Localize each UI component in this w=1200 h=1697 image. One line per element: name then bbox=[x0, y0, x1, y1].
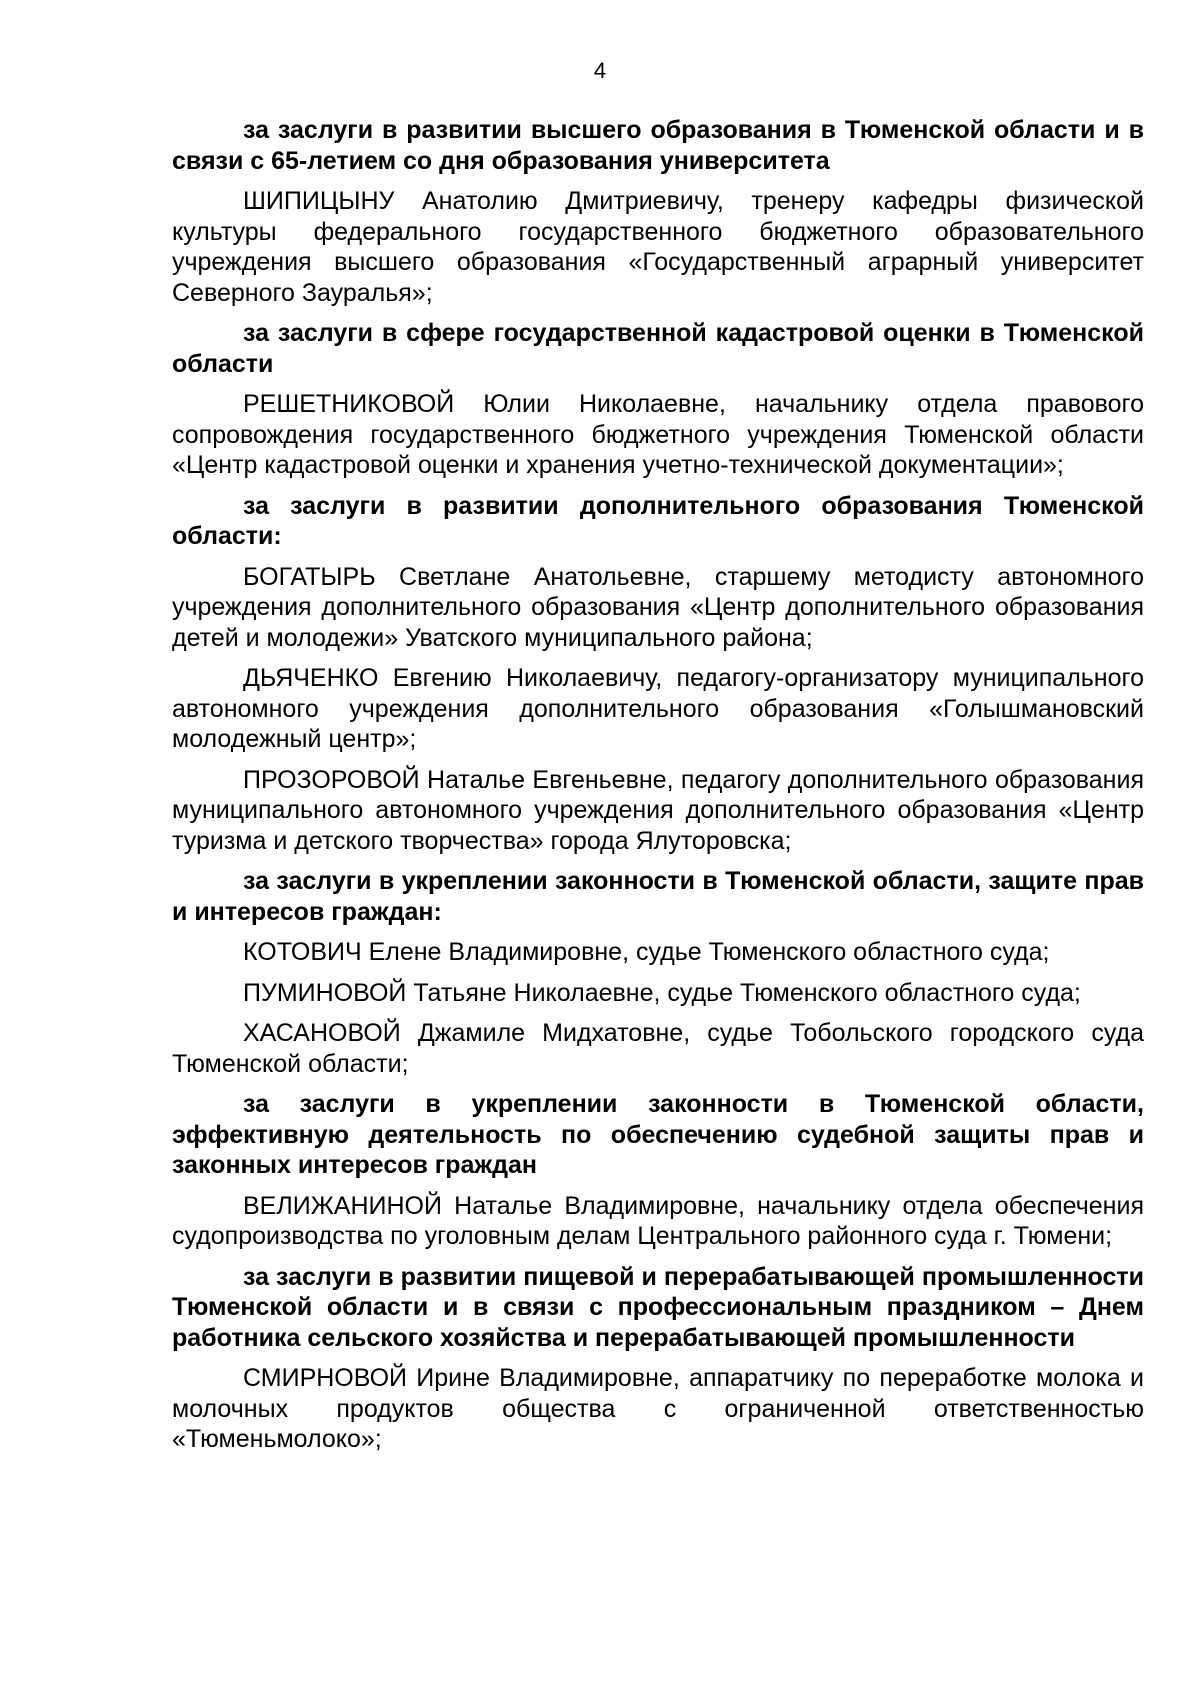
award-entry: ПРОЗОРОВОЙ Наталье Евгеньевне, педагогу дополнительного образования муниципального автономного учреждения дополнительного образования «Центр туризма и детского творчества» города Ялуторовска; bbox=[172, 765, 1144, 855]
section-heading: за заслуги в развитии пищевой и перерабатывающей промышленности Тюменской области и в связи с профессиональным праздником – Днем работника сельского хозяйства и перерабатывающей промышленности bbox=[172, 1262, 1144, 1352]
award-entry: ВЕЛИЖАНИНОЙ Наталье Владимировне, начальнику отдела обеспечения судопроизводства по уголовным делам Центрального районного суда г. Тюмени; bbox=[172, 1191, 1144, 1250]
document-body bbox=[172, 115, 1144, 1465]
award-entry: ПУМИНОВОЙ Татьяне Николаевне, судье Тюменского областного суда; bbox=[243, 978, 1081, 1007]
section-heading: за заслуги в укреплении законности в Тюменской области, эффективную деятельность по обеспечению судебной защиты прав и законных интересов граждан bbox=[172, 1090, 1144, 1179]
section-additional-education bbox=[172, 491, 1144, 857]
section-food-industry bbox=[172, 1262, 1144, 1455]
section-legality-protection bbox=[172, 866, 1144, 1079]
section-higher-education bbox=[172, 115, 1144, 308]
section-judicial-protection bbox=[172, 1089, 1144, 1252]
section-heading: за заслуги в укреплении законности в Тюменской области, защите прав и интересов граждан: bbox=[172, 867, 1144, 926]
award-entry: СМИРНОВОЙ Ирине Владимировне, аппаратчику по переработке молока и молочных продуктов общества с ограниченной ответственностью «Тюменьмолоко»; bbox=[172, 1364, 1144, 1453]
section-heading: за заслуги в развитии высшего образования в Тюменской области и в связи с 65-летием со дня образования университета bbox=[172, 116, 1144, 175]
section-heading: за заслуги в развитии дополнительного образования Тюменской области: bbox=[172, 491, 1144, 550]
award-entry: ДЬЯЧЕНКО Евгению Николаевичу, педагогу-организатору муниципального автономного учреждения дополнительного образования «Голышмановский молодежный центр»; bbox=[172, 664, 1144, 753]
award-entry: ХАСАНОВОЙ Джамиле Мидхатовне, судье Тобольского городского суда Тюменской области; bbox=[172, 1019, 1144, 1078]
award-entry: ШИПИЦЫНУ Анатолию Дмитриевичу, тренеру кафедры физической культуры федерального государственного бюджетного образовательного учреждения высшего образования «Государственный аграрный университет Северного Зауралья»; bbox=[172, 187, 1144, 307]
section-cadastral-valuation bbox=[172, 318, 1144, 481]
section-heading: за заслуги в сфере государственной кадастровой оценки в Тюменской области bbox=[172, 319, 1144, 378]
award-entry: РЕШЕТНИКОВОЙ Юлии Николаевне, начальнику отдела правового сопровождения государственного бюджетного учреждения Тюменской области «Центр кадастровой оценки и хранения учетно-технической документации»; bbox=[172, 390, 1144, 479]
award-entry: КОТОВИЧ Елене Владимировне, судье Тюменского областного суда; bbox=[243, 938, 1050, 966]
page-number: 4 bbox=[593, 58, 607, 83]
award-entry: БОГАТЫРЬ Светлане Анатольевне, старшему методисту автономного учреждения дополнительного образования «Центр дополнительного образования детей и молодежи» Уватского муниципального района; bbox=[172, 562, 1144, 652]
